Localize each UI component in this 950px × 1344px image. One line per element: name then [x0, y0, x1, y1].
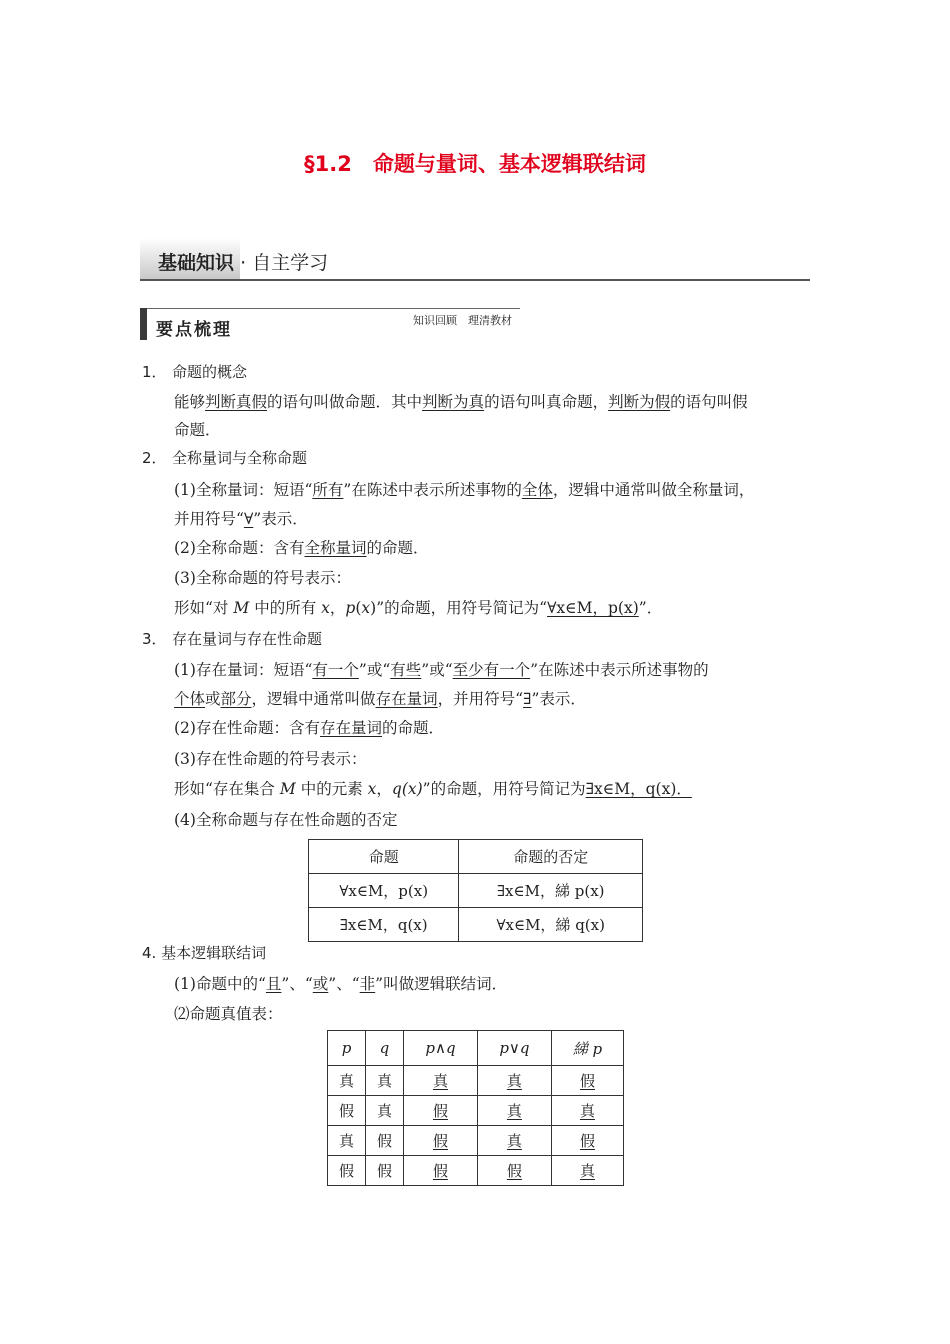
table-header: 命题的否定	[459, 840, 643, 874]
table-row	[328, 1096, 624, 1126]
text: 中的所有	[254, 599, 317, 617]
text: 的语句叫做命题．其中	[267, 393, 423, 411]
text: 形如“存在集合	[174, 780, 275, 798]
math-var: M	[279, 780, 296, 798]
paragraph	[174, 1002, 283, 1024]
blank-answer: ∃	[523, 690, 532, 708]
math-var: x	[367, 780, 377, 798]
table-row	[328, 1156, 624, 1186]
negation-table	[308, 839, 643, 942]
paragraph	[174, 566, 351, 588]
blank-answer: ∃x∈M，q(x)．	[585, 780, 692, 798]
table-cell: 真	[579, 1102, 595, 1120]
paragraph	[174, 390, 748, 412]
table-row	[328, 1126, 624, 1156]
heading-text: 存在量词与存在性命题	[172, 630, 323, 648]
math-var: p	[345, 599, 356, 617]
table-cell: ∀x∈M，p(x)	[309, 874, 459, 908]
subsection-label: 要点梳理	[156, 320, 232, 340]
text: 命题．	[174, 421, 221, 439]
blank-answer: 个体	[174, 690, 206, 708]
table-cell: 假	[328, 1096, 366, 1126]
blank-answer: 存在量词	[319, 719, 382, 737]
table-header: p∨q	[499, 1039, 530, 1057]
table-cell: 假	[579, 1132, 595, 1150]
blank-answer: 非	[359, 975, 376, 993]
subsection-bar	[140, 308, 147, 340]
truth-table	[327, 1030, 624, 1186]
text: (	[355, 599, 362, 617]
table-cell: ∃x∈M，綈 p(x)	[459, 874, 643, 908]
blank-answer: 所有	[312, 481, 344, 499]
banner-dot: ·	[240, 252, 247, 274]
table-cell: 真	[506, 1072, 522, 1090]
text: )”的命题，用符号简记为“	[370, 599, 548, 617]
blank-answer: 判断真假	[205, 393, 268, 411]
table-header: q	[379, 1039, 390, 1057]
math-var: x	[361, 599, 371, 617]
text: ”．	[638, 599, 663, 617]
text: 中的元素	[300, 780, 363, 798]
text: ”、“	[281, 975, 313, 993]
blank-answer: 至少有一个	[452, 661, 531, 679]
table-cell: 真	[432, 1072, 448, 1090]
text: ⑵命题真值表：	[174, 1005, 283, 1023]
table-cell: 真	[365, 1096, 403, 1126]
table-cell: 假	[328, 1156, 366, 1186]
table-cell: 真	[328, 1126, 366, 1156]
paragraph	[174, 747, 366, 769]
text: ，逻辑中通常叫做全称量词，	[552, 481, 755, 499]
paragraph	[174, 687, 586, 709]
table-cell: ∀x∈M，綈 q(x)	[459, 908, 643, 942]
paragraph	[174, 418, 221, 440]
paragraph	[174, 658, 709, 680]
blank-answer: 或	[312, 975, 329, 993]
text: ，	[376, 780, 392, 798]
banner-sub: 自主学习	[252, 252, 329, 274]
page-title: §1.2 命题与量词、基本逻辑联结词	[304, 152, 646, 176]
heading-number: 3．	[142, 630, 167, 648]
paragraph	[174, 478, 754, 500]
text: ，并用符号“	[437, 690, 524, 708]
subsection-note: 知识回顾 理清教材	[413, 314, 512, 327]
paragraph	[174, 716, 444, 738]
text: ，逻辑中通常叫做	[251, 690, 376, 708]
text: ”表示．	[253, 510, 308, 528]
heading-2	[142, 447, 307, 468]
text: 的命题．	[381, 719, 444, 737]
table-cell: 假	[365, 1156, 403, 1186]
table-row	[328, 1066, 624, 1096]
table-header: 命题	[309, 840, 459, 874]
heading-4	[142, 942, 266, 963]
table-header: p∧q	[425, 1039, 456, 1057]
table-cell: 真	[579, 1162, 595, 1180]
text: ”在陈述中表示所述事物的	[530, 661, 709, 679]
blank-answer: ∀x∈M，p(x)	[547, 599, 639, 617]
text: ”在陈述中表示所述事物的	[343, 481, 522, 499]
table-cell: 真	[328, 1066, 366, 1096]
banner-text	[158, 248, 328, 275]
text: ”或“	[358, 661, 391, 679]
text: (3)存在性命题的符号表示：	[174, 750, 367, 768]
text: 并用符号“	[174, 510, 244, 528]
text: ，	[329, 599, 346, 617]
blank-answer: 有一个	[312, 661, 359, 679]
subsection-rule	[147, 308, 520, 309]
heading-text: 基本逻辑联结词	[161, 944, 267, 962]
text: ”叫做逻辑联结词．	[375, 975, 508, 993]
table-cell: 假	[506, 1162, 522, 1180]
banner-rule	[140, 279, 810, 281]
table-cell: 真	[506, 1132, 522, 1150]
math-var: M	[233, 599, 250, 617]
banner-main: 基础知识	[158, 252, 235, 274]
text: ”的命题，用符号简记为	[422, 780, 586, 798]
text: (4)全称命题与存在性命题的否定	[174, 811, 398, 829]
text: 或	[205, 690, 221, 708]
blank-answer: 全称量词	[304, 539, 367, 557]
text: (1)存在量词：短语“	[174, 661, 313, 679]
text: ”表示．	[531, 690, 586, 708]
paragraph	[174, 596, 662, 618]
table-cell: 假	[432, 1162, 448, 1180]
table-cell: 假	[432, 1132, 448, 1150]
blank-answer: 有些	[390, 661, 422, 679]
text: ”或“	[421, 661, 453, 679]
blank-answer: 且	[265, 975, 282, 993]
table-row	[309, 908, 643, 942]
blank-answer: 全体	[521, 481, 553, 499]
paragraph	[174, 972, 507, 994]
paragraph	[174, 507, 308, 529]
table-cell: 真	[506, 1102, 522, 1120]
text: 形如“对	[174, 599, 229, 617]
table-header-row	[328, 1031, 624, 1066]
blank-answer: 存在量词	[375, 690, 438, 708]
paragraph	[174, 777, 692, 799]
paragraph	[174, 536, 429, 558]
heading-text: 全称量词与全称命题	[172, 449, 308, 467]
heading-number: 1．	[142, 363, 167, 381]
table-cell: 真	[365, 1066, 403, 1096]
table-header: p	[341, 1039, 352, 1057]
text: 的语句叫假	[670, 393, 748, 411]
blank-answer: 判断为真	[422, 393, 485, 411]
table-header: 綈 p	[572, 1039, 603, 1058]
subsection-header	[140, 306, 520, 340]
table-cell: 假	[579, 1072, 595, 1090]
text: 的语句叫真命题，	[484, 393, 609, 411]
heading-text: 命题的概念	[172, 363, 248, 381]
heading-1	[142, 361, 247, 382]
table-cell: ∃x∈M，q(x)	[309, 908, 459, 942]
text: (1)命题中的“	[174, 975, 266, 993]
text: ”、“	[328, 975, 360, 993]
table-row	[309, 874, 643, 908]
heading-3	[142, 628, 322, 649]
paragraph	[174, 808, 397, 830]
text: (2)存在性命题：含有	[174, 719, 320, 737]
math-expr: q(x)	[391, 780, 423, 798]
table-cell: 假	[365, 1126, 403, 1156]
math-var: x	[321, 599, 330, 617]
table-cell: 假	[432, 1102, 448, 1120]
text: (2)全称命题：含有	[174, 539, 305, 557]
table-header-row	[309, 840, 643, 874]
text: (3)全称命题的符号表示：	[174, 569, 351, 587]
text: 能够	[174, 393, 206, 411]
heading-number: 2．	[142, 449, 167, 467]
blank-answer: 部分	[220, 690, 252, 708]
blank-answer: ∀	[243, 510, 254, 528]
blank-answer: 判断为假	[608, 393, 671, 411]
text: (1)全称量词：短语“	[174, 481, 313, 499]
heading-number: 4.	[142, 944, 157, 962]
text: 的命题．	[366, 539, 429, 557]
section-banner	[140, 238, 810, 282]
